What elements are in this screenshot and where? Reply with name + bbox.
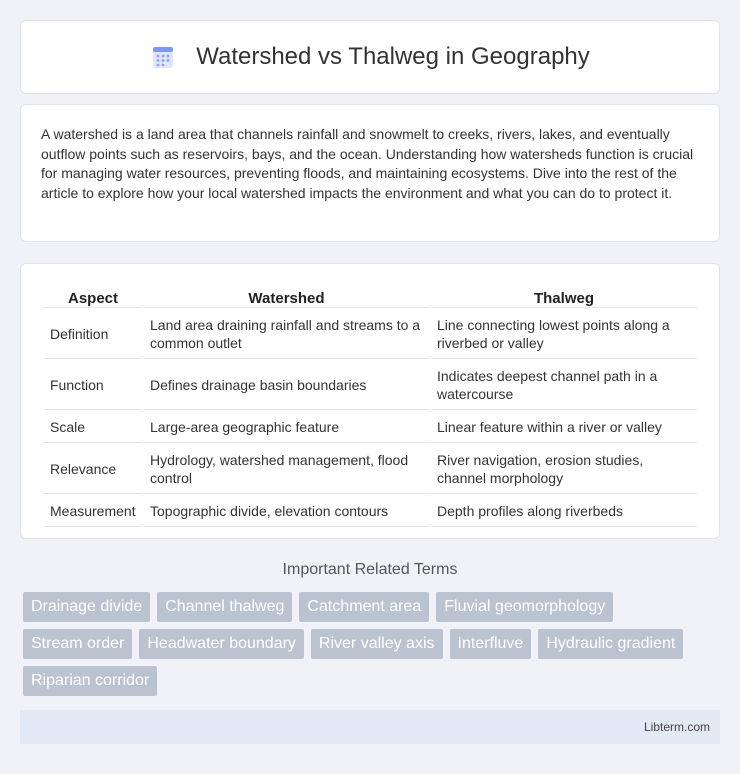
table-row: [44, 496, 697, 527]
cell-watershed: Large-area geographic feature: [144, 412, 429, 443]
related-terms-title: Important Related Terms: [282, 561, 458, 578]
header-card: [20, 20, 720, 94]
comparison-table: [42, 284, 699, 529]
intro-card: [20, 104, 720, 242]
cell-watershed: Topographic divide, elevation contours: [144, 496, 429, 527]
header-watershed: Watershed: [144, 286, 429, 308]
comparison-table-card: [20, 263, 720, 539]
related-terms-tags: [23, 592, 723, 696]
header-aspect: Aspect: [44, 286, 142, 308]
tag-stream-order[interactable]: Stream order: [23, 629, 132, 659]
title-wrap: [150, 43, 590, 71]
cell-aspect: Measurement: [44, 496, 142, 527]
tag-hydraulic-gradient[interactable]: Hydraulic gradient: [538, 629, 683, 659]
tag-catchment-area[interactable]: Catchment area: [299, 592, 429, 622]
cell-thalweg: Indicates deepest channel path in a watercourse: [431, 361, 697, 410]
cell-thalweg: Depth profiles along riverbeds: [431, 496, 697, 527]
page-title: Watershed vs Thalweg in Geography: [196, 43, 590, 70]
tag-riparian-corridor[interactable]: Riparian corridor: [23, 666, 157, 696]
cell-thalweg: Linear feature within a river or valley: [431, 412, 697, 443]
cell-aspect: Scale: [44, 412, 142, 443]
tag-interfluve[interactable]: Interfluve: [450, 629, 532, 659]
tag-river-valley-axis[interactable]: River valley axis: [311, 629, 443, 659]
cell-thalweg: Line connecting lowest points along a riverbed or valley: [431, 310, 697, 359]
tag-headwater-boundary[interactable]: Headwater boundary: [139, 629, 304, 659]
cell-watershed: Defines drainage basin boundaries: [144, 361, 429, 410]
tag-channel-thalweg[interactable]: Channel thalweg: [157, 592, 292, 622]
cell-aspect: Function: [44, 361, 142, 410]
cell-aspect: Relevance: [44, 445, 142, 494]
table-row: [44, 445, 697, 494]
footer-brand-link[interactable]: Libterm.com: [643, 720, 710, 734]
footer: [20, 710, 720, 744]
table-header-row: [44, 286, 697, 308]
cell-aspect: Definition: [44, 310, 142, 359]
table-row: [44, 310, 697, 359]
intro-paragraph: A watershed is a land area that channels rainfall and snowmelt to creeks, rivers, lakes, and eventually outflow points such as reservoirs, bays, and the ocean. Understanding how watersheds function is crucial for managing water resources, preventing floods, and maintaining ecosystems. Dive into the rest of the article to explore how your local watershed impacts the environment and what you can do to protect it.: [41, 126, 694, 201]
table-row: [44, 361, 697, 410]
cell-watershed: Land area draining rainfall and streams to a common outlet: [144, 310, 429, 359]
tag-fluvial-geomorphology[interactable]: Fluvial geomorphology: [436, 592, 613, 622]
table-row: [44, 412, 697, 443]
header-thalweg: Thalweg: [431, 286, 697, 308]
tag-drainage-divide[interactable]: Drainage divide: [23, 592, 150, 622]
cell-thalweg: River navigation, erosion studies, channel morphology: [431, 445, 697, 494]
cell-watershed: Hydrology, watershed management, flood control: [144, 445, 429, 494]
document-grid-icon: [150, 44, 176, 70]
